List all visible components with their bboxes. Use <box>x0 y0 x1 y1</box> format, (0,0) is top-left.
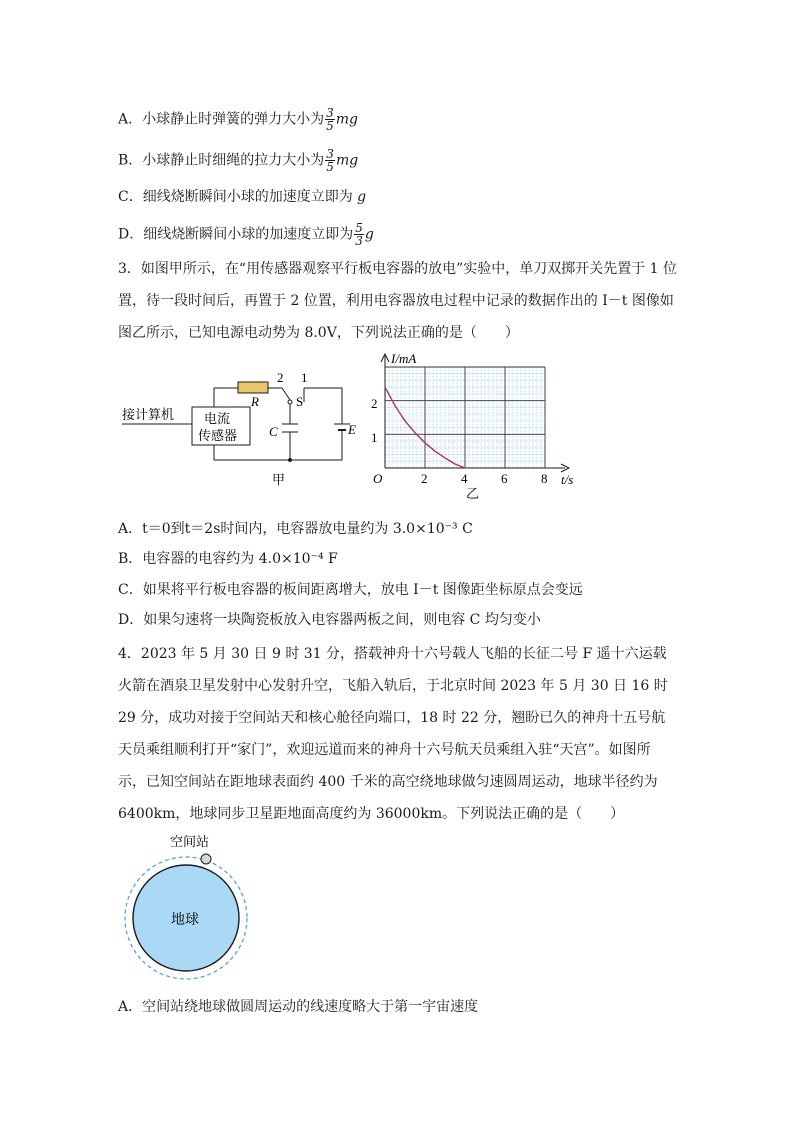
denominator: 5 <box>326 160 334 174</box>
station-label: 空间站 <box>170 834 210 849</box>
option-label: A． <box>118 521 143 537</box>
unit: mg <box>335 111 359 128</box>
denominator: 3 <box>355 234 363 248</box>
option-label: D． <box>118 612 144 628</box>
unit: mg <box>335 152 359 169</box>
option-label: C． <box>118 189 143 205</box>
x-tick-2: 2 <box>421 471 428 486</box>
space-station-dot <box>201 854 211 864</box>
numerator: 3 <box>326 106 334 120</box>
x-tick-6: 6 <box>501 471 508 486</box>
x-tick-8: 8 <box>541 471 548 486</box>
option-text: 细线烧断瞬间小球的加速度立即为 <box>142 189 353 205</box>
fraction <box>354 222 364 247</box>
x-axis-label: t/s <box>561 472 574 487</box>
denominator: 5 <box>326 119 334 133</box>
graph-caption: 乙 <box>466 486 480 501</box>
option-text: 如果匀速将一块陶瓷板放入电容器两板之间，则电容 C 均匀变小 <box>143 612 541 628</box>
q2-option-a <box>118 107 358 132</box>
option-label: A． <box>118 999 143 1015</box>
y-axis-label: I/mA <box>391 351 417 366</box>
option-text: 如果将平行板电容器的板间距离增大，放电 I－t 图像距坐标原点会变远 <box>142 582 583 598</box>
q3-option-c <box>118 580 583 600</box>
q3-option-b <box>118 549 338 569</box>
earth-label: 地球 <box>171 913 199 928</box>
numerator: 5 <box>355 221 363 235</box>
option-text: 电容器的电容约为 4.0×10⁻⁴ F <box>142 551 338 567</box>
pos2-label: 2 <box>277 370 284 385</box>
pos1-label: 1 <box>301 370 308 385</box>
q3-stem: 3．如图甲所示，在“用传感器观察平行板电容器的放电”实验中，单刀双掷开关先置于 1 位置，待一段时间后，再置于 2 位置，利用电容器放电过程中记录的数据作出的 I－t 图像如图乙所示，已知电源电动势为 8.0V，下列说法正确的是（ ） <box>118 261 678 341</box>
option-text: 空间站绕地球做圆周运动的线速度略大于第一宇宙速度 <box>142 999 479 1015</box>
q4-option-a <box>118 997 478 1017</box>
option-text: 小球静止时弹簧的弹力大小为 <box>142 111 325 128</box>
unit: g <box>364 226 374 243</box>
orbit-diagram <box>118 828 248 988</box>
q4-stem: 4．2023 年 5 月 30 日 9 时 31 分，搭载神舟十六号载人飞船的长征二号 F 遥十六运载火箭在酒泉卫星发射中心发射升空，飞船入轨后，于北京时间 2023 年 5 月 30 日 16 时 29 分，成功对接于空间站天和核心舱径向端口，18 时 22 分，翘盼已久的神舟十五号航天员乘组顺利打开“家门”，欢迎远道而来的神舟十六号航天员乘组入驻“天宫”。如图所示，已知空间站在距地球表面约 400 千米的高空绕地球做匀速圆周运动，地球半径约为 6400km，地球同步卫星距地面高度约为 36000km。下列说法正确的是（ ） <box>118 646 668 822</box>
option-label: C． <box>118 582 143 598</box>
q3-option-d <box>118 610 541 630</box>
emf-label: E <box>348 422 356 437</box>
option-label: B． <box>118 152 143 169</box>
circuit-caption: 甲 <box>272 472 286 487</box>
q3-option-a <box>118 519 473 539</box>
sensor-label-1: 电流 <box>204 411 231 426</box>
option-text: 小球静止时细绳的拉力大小为 <box>142 152 325 169</box>
resistor-label: R <box>251 394 259 409</box>
option-label: D． <box>118 226 144 243</box>
circuit-diagram <box>118 362 368 492</box>
option-text: t＝0到t＝2s时间内，电容器放电量约为 3.0×10⁻³ C <box>142 521 473 537</box>
x-tick-4: 4 <box>461 471 468 486</box>
option-label: B． <box>118 551 143 567</box>
switch-label: S <box>296 394 304 409</box>
fraction <box>325 107 335 132</box>
option-label: A． <box>118 111 143 128</box>
unit: g <box>357 189 367 205</box>
numerator: 3 <box>326 147 334 161</box>
q2-option-b <box>118 148 358 173</box>
current-time-graph <box>365 350 585 510</box>
y-tick-2: 2 <box>371 396 378 411</box>
q2-option-d <box>118 222 374 247</box>
q2-option-c <box>118 187 366 207</box>
y-tick-1: 1 <box>371 430 378 445</box>
capacitor-label: C <box>269 424 278 439</box>
computer-label: 接计算机 <box>122 407 175 422</box>
origin-label: O <box>373 471 383 486</box>
fraction <box>325 148 335 173</box>
sensor-label-2: 传感器 <box>198 428 238 443</box>
option-text: 细线烧断瞬间小球的加速度立即为 <box>143 226 354 243</box>
